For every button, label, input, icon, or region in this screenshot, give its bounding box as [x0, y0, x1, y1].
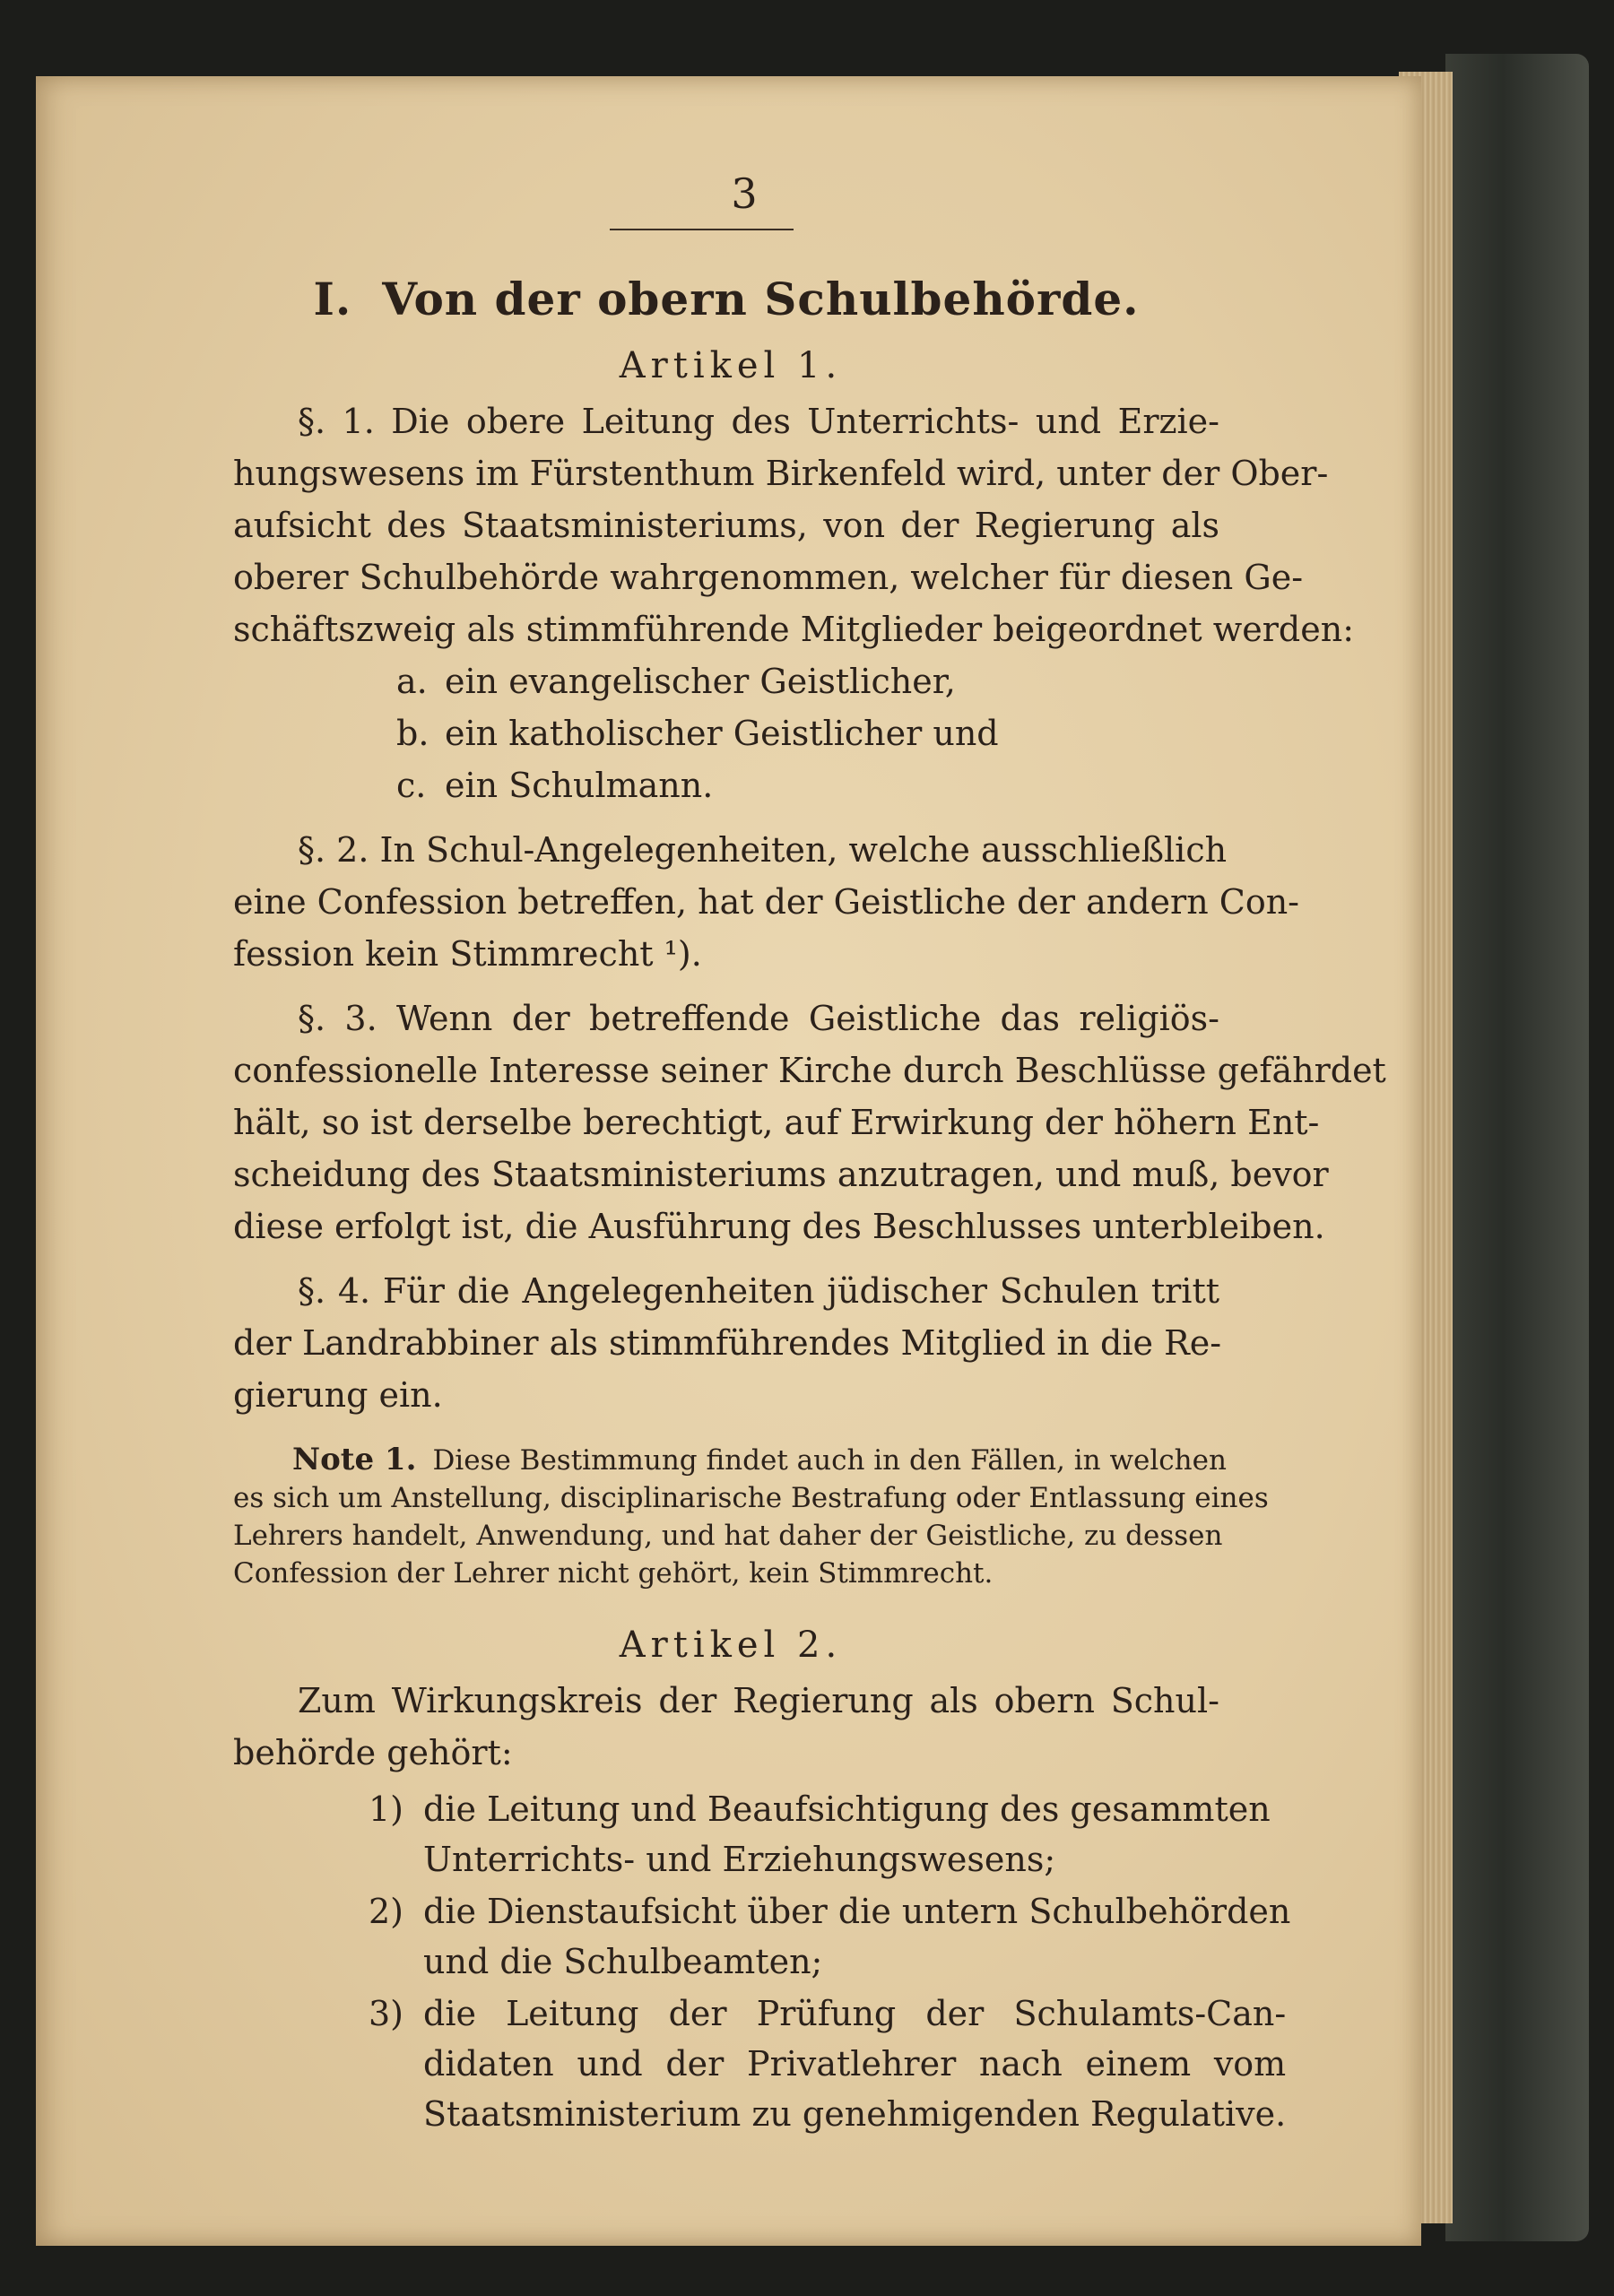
list-text: ein katholischer Geistlicher und — [445, 714, 999, 753]
text-line: §. 4. Für die Angelegenheiten jüdischer Schulen tritt — [298, 1271, 1219, 1311]
text-line: oberer Schulbehörde wahrgenommen, welcher für diesen Ge- — [233, 558, 1304, 597]
responsibility-list — [233, 1784, 1291, 2139]
text-line: scheidung des Staatsministeriums anzutragen, und muß, bevor — [233, 1155, 1329, 1194]
text-line: die Leitung der Prüfung der Schulamts-Can- — [423, 1994, 1287, 2033]
list-marker: a. — [396, 662, 428, 701]
paragraph-2 — [233, 824, 1300, 980]
text-line: Zum Wirkungskreis der Regierung als obern Schul- — [298, 1681, 1219, 1720]
header-rule — [610, 229, 794, 230]
text-line: aufsicht des Staatsministeriums, von der Regierung als — [233, 506, 1219, 545]
text-line: und die Schulbeamten; — [423, 1942, 823, 1981]
text-line: die Dienstaufsicht über die untern Schulbehörden — [423, 1892, 1291, 1931]
list-marker: c. — [396, 766, 427, 805]
list-marker: 1) — [368, 1789, 404, 1829]
paragraph-1 — [233, 395, 1354, 655]
footnote-line: Lehrers handelt, Anwendung, und hat daher der Geistliche, zu dessen — [233, 1520, 1223, 1552]
text-line: §. 1. Die obere Leitung des Unterrichts- und Erzie- — [298, 402, 1219, 441]
text-line: hält, so ist derselbe berechtigt, auf Erwirkung der höhern Ent- — [233, 1103, 1320, 1142]
book-page — [36, 76, 1421, 2246]
text-line: didaten und der Privatlehrer nach einem vom — [423, 2044, 1287, 2084]
section-title: Von der obern Schulbehörde. — [382, 273, 1140, 325]
footnote — [233, 1441, 1269, 1592]
paragraph-4 — [233, 1265, 1222, 1421]
list-item — [233, 707, 1219, 759]
article-1-title: Artikel 1. — [619, 345, 843, 386]
list-text: ein Schulmann. — [445, 766, 714, 805]
section-number: I. — [313, 273, 352, 325]
list-marker: 2) — [368, 1892, 404, 1931]
page-content — [233, 166, 1386, 2141]
text-line: der Landrabbiner als stimmführendes Mitglied in die Re- — [233, 1323, 1222, 1363]
paragraph-3 — [233, 992, 1386, 1252]
text-line: §. 2. In Schul-Angelegenheiten, welche ausschließlich — [298, 830, 1228, 870]
list-item — [233, 1784, 1271, 1884]
text-line: schäftszweig als stimmführende Mitglieder beigeordnet werden: — [233, 610, 1354, 649]
text-line: §. 3. Wenn der betreffende Geistliche das religiös- — [298, 999, 1219, 1038]
text-line: eine Confession betreffen, hat der Geistliche der andern Con- — [233, 882, 1300, 922]
footnote-line: Confession der Lehrer nicht gehört, kein Stimmrecht. — [233, 1557, 994, 1590]
footnote-line — [233, 1441, 1227, 1479]
article-2-intro — [233, 1675, 1219, 1779]
text-line: gierung ein. — [233, 1375, 443, 1415]
page-number: 3 — [731, 169, 758, 218]
article-2-title: Artikel 2. — [619, 1625, 843, 1666]
footnote-label: Note 1. — [292, 1442, 417, 1477]
list-marker: 3) — [368, 1994, 404, 2033]
list-text: ein evangelischer Geistlicher, — [445, 662, 956, 701]
text-line: Staatsministerium zu genehmigenden Regulative. — [423, 2094, 1287, 2134]
text-line: diese erfolgt ist, die Ausführung des Beschlusses unterbleiben. — [233, 1207, 1325, 1246]
list-marker: b. — [396, 714, 430, 753]
text-line: behörde gehört: — [233, 1733, 513, 1772]
footnote-line: es sich um Anstellung, disciplinarische Bestrafung oder Entlassung eines — [233, 1482, 1269, 1514]
list-item — [233, 1988, 1287, 2139]
text-line: die Leitung und Beaufsichtigung des gesammten — [423, 1789, 1271, 1829]
text-line: Unterrichts- und Erziehungswesens; — [423, 1840, 1056, 1879]
member-list — [233, 655, 1219, 811]
text-line: hungswesens im Fürstenthum Birkenfeld wird, unter der Ober- — [233, 454, 1329, 493]
list-item — [233, 1886, 1291, 1987]
list-item — [233, 655, 1219, 707]
text-line: fession kein Stimmrecht ¹). — [233, 934, 702, 974]
book-spine — [1445, 54, 1589, 2241]
list-item — [233, 759, 1219, 811]
section-heading — [233, 268, 1219, 331]
footnote-text: Diese Bestimmung findet auch in den Fällen, in welchen — [432, 1444, 1227, 1477]
text-line: confessionelle Interesse seiner Kirche durch Beschlüsse gefährdet — [233, 1051, 1386, 1090]
